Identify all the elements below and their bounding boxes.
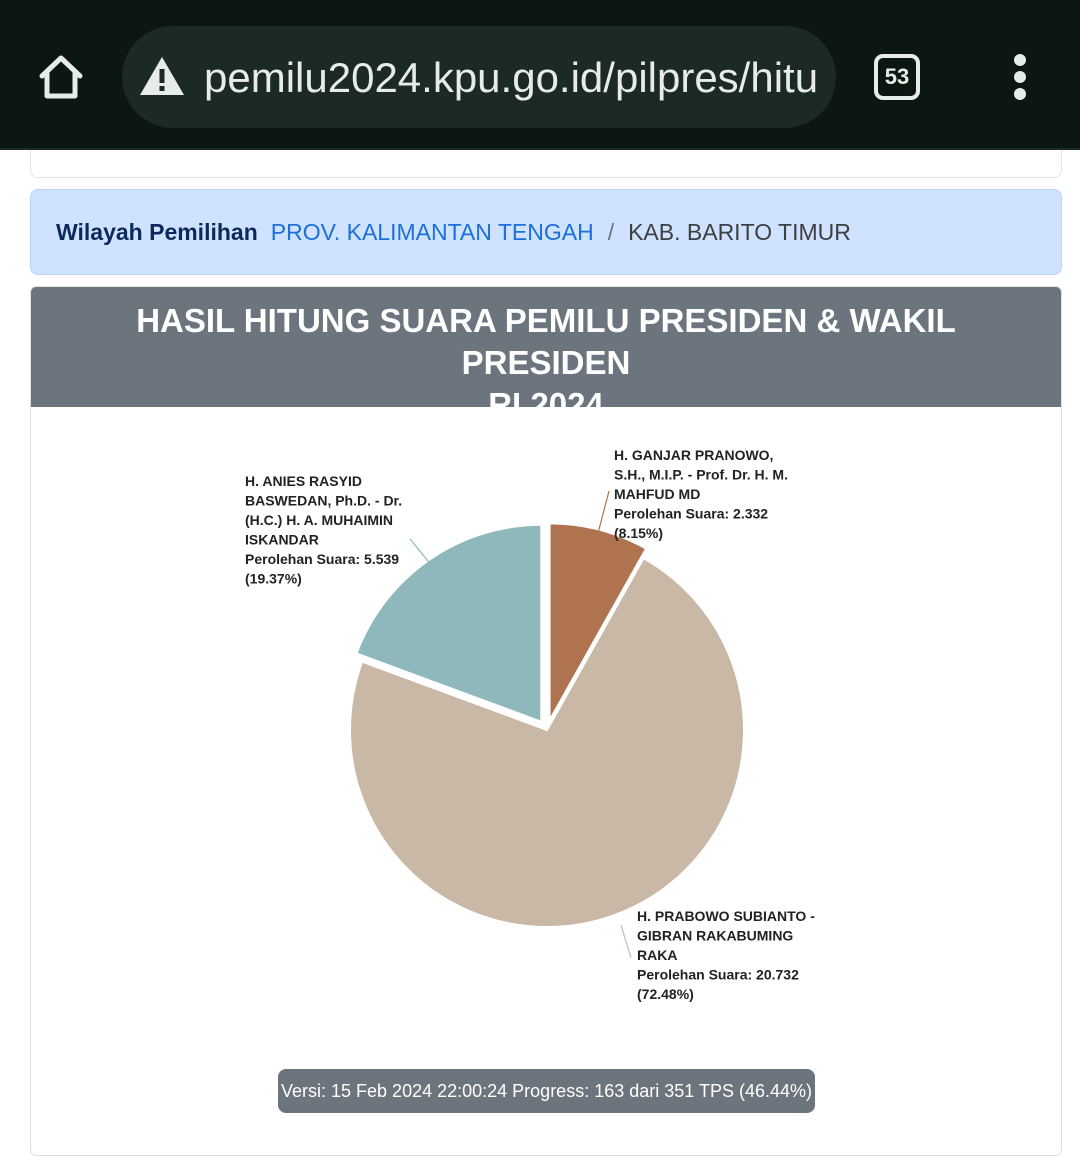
pie-data-label-1: H. GANJAR PRANOWO, S.H., M.I.P. - Prof. Dr. H. M. MAHFUD MD Perolehan Suara: 2.332 (8.15%): [614, 447, 788, 541]
tab-switcher-button[interactable]: 53: [874, 54, 920, 100]
breadcrumb-separator: /: [607, 218, 615, 245]
version-progress-badge: Versi: 15 Feb 2024 22:00:24 Progress: 163 dari 351 TPS (46.44%): [278, 1069, 815, 1113]
breadcrumb-title: Wilayah Pemilihan: [56, 218, 258, 245]
url-text[interactable]: pemilu2024.kpu.go.id/pilpres/hitu: [204, 54, 819, 101]
pie-data-label-3: H. ANIES RASYID BASWEDAN, Ph.D. - Dr. (H.C.) H. A. MUHAIMIN ISKANDAR Perolehan Suara: 5.539 (19.37%): [245, 473, 403, 587]
pie-connector-2: [621, 925, 631, 958]
pie-connector-3: [410, 539, 432, 566]
breadcrumb-province-link[interactable]: PROV. KALIMANTAN TENGAH: [270, 218, 594, 245]
pie-data-label-2: H. PRABOWO SUBIANTO -GIBRAN RAKABUMING RAKA Perolehan Suara: 20.732 (72.48%): [637, 908, 815, 1002]
card-title-line2: RI 2024: [488, 386, 604, 423]
card-title-line1: HASIL HITUNG SUARA PEMILU PRESIDEN & WAKIL PRESIDEN: [136, 302, 956, 381]
breadcrumb-regency: KAB. BARITO TIMUR: [628, 218, 851, 245]
